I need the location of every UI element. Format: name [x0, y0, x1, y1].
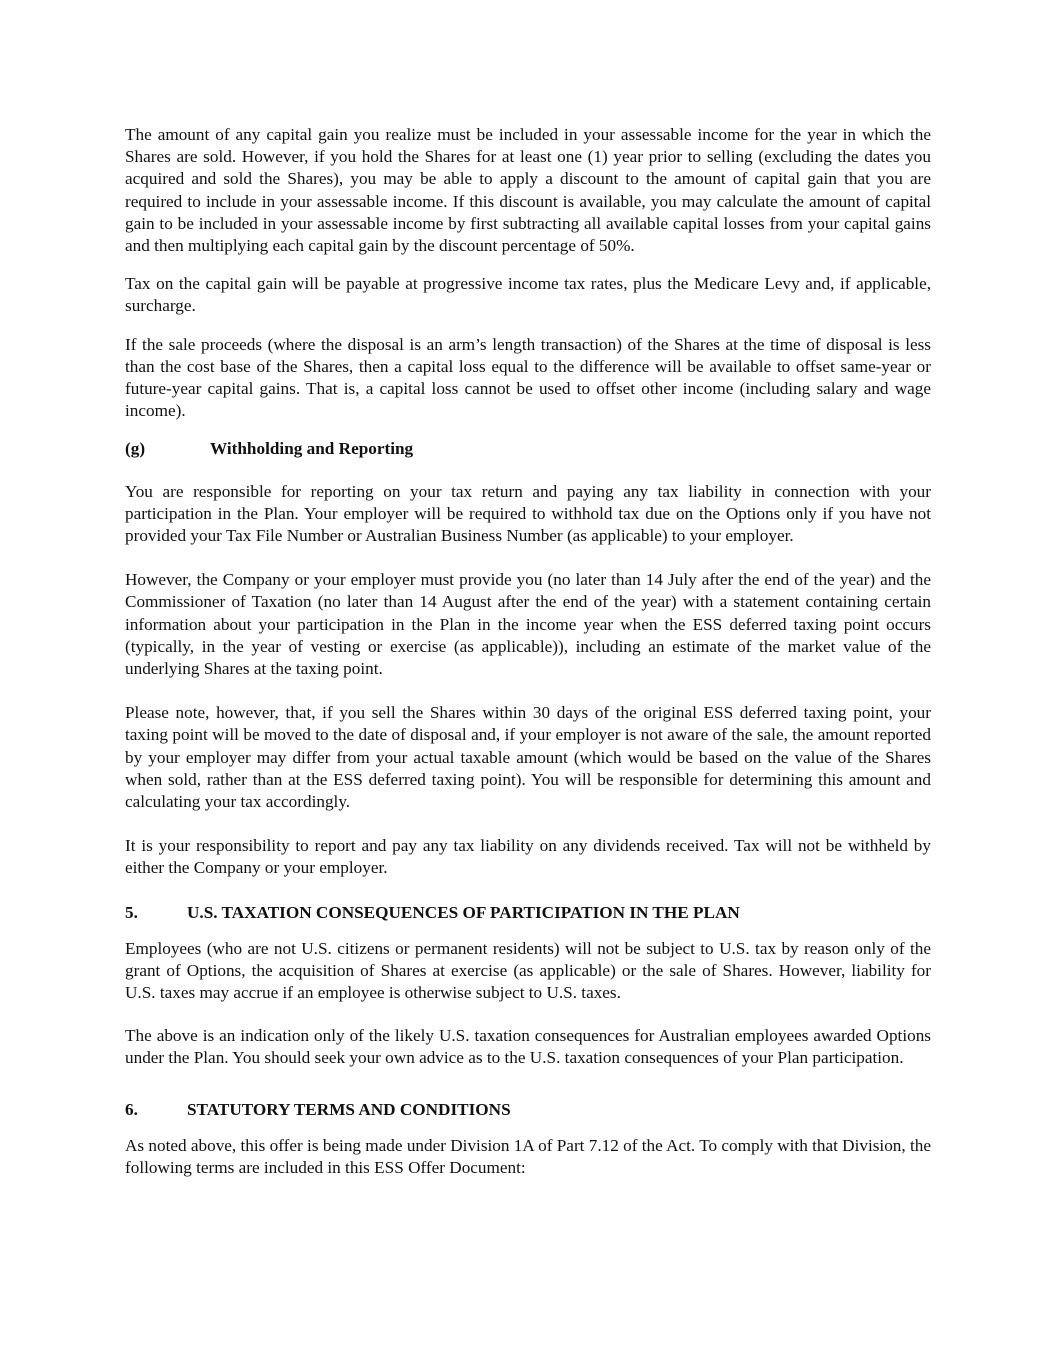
- document-page: [125, 124, 931, 1180]
- paragraph-capital-gain: The amount of any capital gain you realize must be included in your assessable income for the year in which the Shares are sold. However, if you hold the Shares for at least one (1) year prior to selling (excluding the dates you acquired and sold the Shares), you may be able to apply a discount to the amount of capital gain that you are required to include in your assessable income. If this discount is available, you may calculate the amount of capital gain to be included in your assessable income by first subtracting all available capital losses from your capital gains and then multiplying each capital gain by the discount percentage of 50%.: [125, 125, 931, 256]
- paragraph-reporting-responsibility: You are responsible for reporting on your tax return and paying any tax liability in connection with your participation in the Plan. Your employer will be required to withhold tax due on the Options only if you have not provided your Tax File Number or Australian Business Number (as applicable) to your employer.: [125, 481, 931, 546]
- heading-title: Withholding and Reporting: [210, 439, 414, 459]
- paragraph-tax-rates: Tax on the capital gain will be payable at progressive income tax rates, plus the Medicare Levy and, if applicable, surcharge.: [125, 274, 931, 316]
- paragraph-30-day-rule: Please note, however, that, if you sell the Shares within 30 days of the original ESS deferred taxing point, your taxing point will be moved to the date of disposal and, if your employer is not aware of the sale, the amount reported by your employer may differ from your actual taxable amount (which would be based on the value of the Shares when sold, rather than at the ESS deferred taxing point). You will be responsible for determining this amount and calculating your tax accordingly.: [125, 703, 931, 812]
- heading-withholding-reporting: [125, 438, 931, 460]
- paragraph-us-tax-indication: The above is an indication only of the likely U.S. taxation consequences for Australian employees awarded Options under the Plan. You should seek your own advice as to the U.S. taxation consequences of your Plan participation.: [125, 1025, 931, 1067]
- heading-us-taxation: [125, 902, 931, 924]
- paragraph-dividends: It is your responsibility to report and pay any tax liability on any dividends received. Tax will not be withheld by either the Company or your employer.: [125, 836, 931, 878]
- heading-title: STATUTORY TERMS AND CONDITIONS: [187, 1099, 511, 1119]
- heading-statutory-terms: [125, 1099, 931, 1121]
- heading-number: 5.: [125, 902, 138, 922]
- paragraph-statutory-intro: As noted above, this offer is being made under Division 1A of Part 7.12 of the Act. To comply with that Division, the following terms are included in this ESS Offer Document:: [125, 1136, 931, 1178]
- heading-number: 6.: [125, 1099, 138, 1119]
- paragraph-statement-provision: However, the Company or your employer must provide you (no later than 14 July after the end of the year) and the Commissioner of Taxation (no later than 14 August after the end of the year) with a statement containing certain information about your participation in the Plan in the income year when the ESS deferred taxing point occurs (typically, in the year of vesting or exercise (as applicable)), including an estimate of the market value of the underlying Shares at the taxing point.: [125, 570, 931, 679]
- heading-title: U.S. TAXATION CONSEQUENCES OF PARTICIPATION IN THE PLAN: [187, 902, 740, 922]
- paragraph-capital-loss: If the sale proceeds (where the disposal is an arm’s length transaction) of the Shares at the time of disposal is less than the cost base of the Shares, then a capital loss equal to the difference will be available to offset same-year or future-year capital gains. That is, a capital loss cannot be used to offset other income (including salary and wage income).: [125, 334, 931, 421]
- heading-number: (g): [125, 439, 146, 459]
- paragraph-us-tax-employees: Employees (who are not U.S. citizens or permanent residents) will not be subject to U.S. tax by reason only of the grant of Options, the acquisition of Shares at exercise (as applicable) or the sale of Shares. However, liability for U.S. taxes may accrue if an employee is otherwise subject to U.S. taxes.: [125, 938, 931, 1003]
